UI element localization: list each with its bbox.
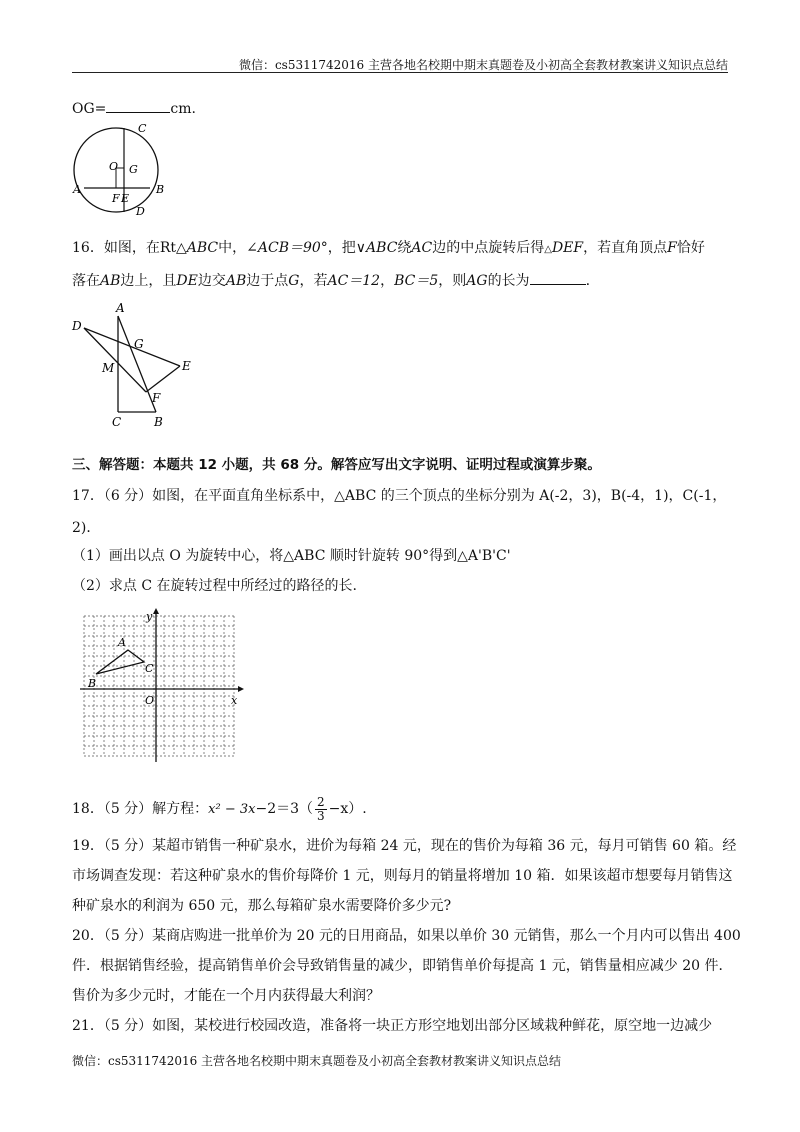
q16-text: 绕: [397, 240, 412, 256]
label-a: A: [73, 183, 81, 196]
q16-text: ，若直角顶点: [583, 240, 668, 256]
label-e: E: [182, 359, 191, 373]
q17-part2: （2）求点 C 在旋转过程中所经过的路径的长.: [72, 578, 357, 594]
label-x: x: [231, 694, 238, 707]
fraction-numerator: 2: [317, 794, 325, 809]
label-d: D: [72, 319, 82, 333]
q16-text: 恰好: [676, 240, 705, 256]
coordinate-grid-figure: [76, 608, 244, 764]
side-fe: [146, 366, 180, 392]
q17-line2: 2)．: [72, 520, 101, 536]
q17-part1: （1）画出以点 O 为旋转中心，将△ABC 顺时针旋转 90°得到△A'B'C': [72, 548, 511, 564]
label-e: E: [121, 192, 130, 205]
label-o: O: [109, 160, 119, 173]
q16-ac: AC: [411, 240, 433, 256]
q16-g: G: [288, 273, 300, 289]
q16-line2: [72, 270, 590, 291]
label-c: C: [138, 122, 147, 135]
q16-ab: AB: [225, 273, 247, 289]
q16-tri: △: [544, 244, 552, 255]
page-header: 微信：cs5311742016 主营各地名校期中期末真题卷及小初高全套教材教案讲义知识点总结: [238, 58, 728, 72]
q18-mid: −2＝3（: [255, 801, 314, 817]
q16-def: DEF: [551, 240, 584, 256]
label-g: G: [134, 337, 144, 351]
x-axis-arrow: [238, 686, 244, 692]
q15-suffix: cm.: [170, 101, 196, 117]
q15-prefix: OG=: [72, 101, 107, 117]
q18-fraction: [315, 796, 327, 823]
fraction-denominator: 3: [317, 808, 325, 823]
label-f: F: [112, 192, 120, 205]
side-de: [84, 328, 180, 366]
q16-ab: AB: [100, 273, 121, 289]
label-b: B: [88, 677, 97, 690]
label-a: A: [116, 301, 125, 315]
q16-rt: Rt△: [159, 240, 187, 256]
side-ab: [118, 316, 156, 412]
section-title: 三、解答题：本题共 12 小题，共 68 分。解答应写出文字说明、证明过程或演算步聚。: [72, 457, 601, 473]
circle-figure: [68, 120, 178, 220]
triangle-abc: [96, 650, 144, 674]
label-a: A: [118, 636, 126, 649]
q18-suffix: −x）.: [328, 801, 367, 817]
q16-f: F: [667, 240, 677, 256]
header-divider: [72, 72, 728, 73]
page-footer: 微信：cs5311742016 主营各地名校期中期末真题卷及小初高全套教材教案讲义知识点总结: [72, 1054, 562, 1068]
q16-answer-blank[interactable]: [530, 270, 586, 285]
label-b: B: [156, 183, 165, 196]
y-axis-arrow: [153, 608, 159, 614]
label-y: y: [146, 610, 153, 623]
grid-lines: [84, 616, 234, 756]
q16-bc-value: BC＝5: [394, 273, 439, 289]
q19-line3: 种矿泉水的利润为 650 元，那么每箱矿泉水需要降价多少元?: [72, 898, 452, 914]
label-f: F: [152, 391, 161, 405]
label-origin: O: [145, 694, 155, 707]
q16-abc: ABC: [366, 240, 398, 256]
q16-text: 边于点: [246, 273, 289, 289]
q16-line1: [72, 238, 705, 260]
q19-line1: 19．（5 分）某超市销售一种矿泉水，进价为每箱 24 元，现在的售价为每箱 36 元，每月可销售 60 箱。经: [72, 838, 737, 854]
label-d: D: [136, 205, 145, 218]
q16-angle: ∠ACB＝90°: [246, 240, 328, 256]
q16-text: ，则: [438, 273, 467, 289]
q20-line3: 售价为多少元时，才能在一个月内获得最大利润？: [72, 988, 380, 1004]
q16-text: 中，: [218, 240, 247, 256]
q18-line: [72, 792, 367, 826]
q15-answer-line: [72, 98, 196, 119]
triangle-figure: [66, 300, 206, 432]
q17-line1: 17．（6 分）如图，在平面直角坐标系中，△ABC 的三个顶点的坐标分别为 A(-2，3)，B(-4，1)，C(-1，: [72, 488, 727, 504]
label-b: B: [154, 415, 163, 429]
q16-abc: ABC: [186, 240, 219, 256]
q15-answer-blank[interactable]: [106, 98, 170, 113]
label-c: C: [112, 415, 122, 429]
q16-text: 边的中点旋转后得: [432, 240, 545, 256]
q21-line1: 21．（5 分）如图，某校进行校园改造，准备将一块正方形空地划出部分区域栽种鲜花，原空地一边减少: [72, 1018, 713, 1034]
q20-line1: 20．（5 分）某商店购进一批单价为 20 元的日用商品，如果以单价 30 元销售，那么一个月内可以售出 400: [72, 928, 741, 944]
q19-line2: 市场调查发现：若这种矿泉水的售价每降价 1 元，则每月的销量将增加 10 箱．如果该超市想要每月销售这: [72, 868, 733, 884]
q16-text: 边交: [197, 273, 226, 289]
q20-line2: 件．根据销售经验，提高销售单价会导致销售量的减少，即销售单价每提高 1 元，销售量相应减少 20 件．: [72, 958, 733, 974]
q16-text: 边上，且: [120, 273, 177, 289]
q16-text: 的长为: [487, 273, 530, 289]
q16-text: .: [585, 273, 591, 289]
q16-text: ，: [380, 273, 395, 289]
label-g: G: [129, 163, 138, 176]
q16-de: DE: [176, 273, 198, 289]
q16-text: 落在: [72, 273, 100, 289]
q18-lhs: x² − 3x: [208, 802, 256, 817]
label-m: M: [102, 361, 115, 375]
q16-v: ∨: [355, 240, 367, 256]
q18-prefix: 18．（5 分）解方程：: [72, 801, 209, 817]
label-c: C: [145, 662, 154, 675]
q16-ag: AG: [466, 273, 488, 289]
q16-text: 16．如图，在: [72, 240, 160, 256]
q16-ac-value: AC＝12: [327, 273, 381, 289]
q16-text: ，若: [299, 273, 328, 289]
q16-text: ，把: [327, 240, 356, 256]
